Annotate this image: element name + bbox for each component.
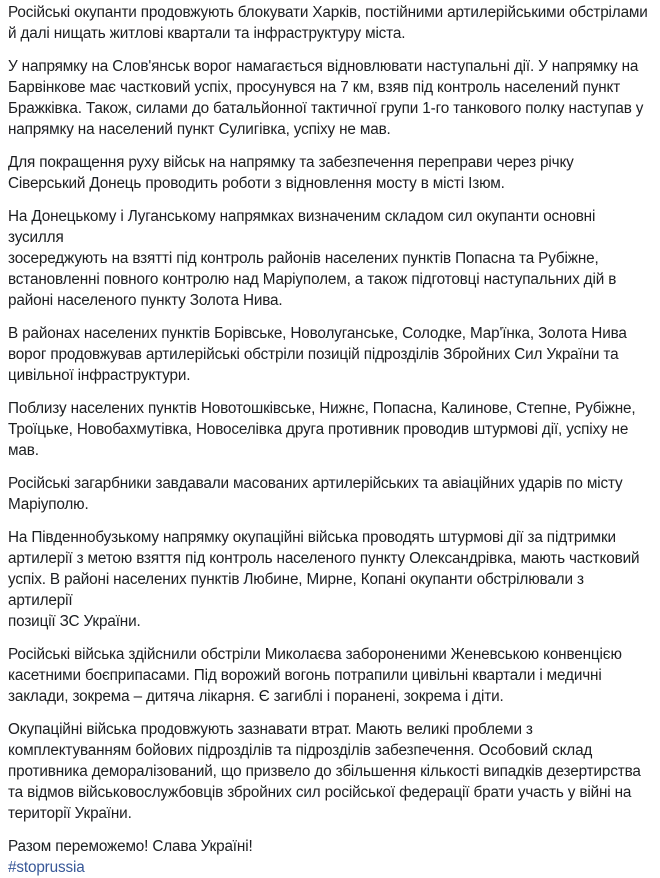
post-paragraph-izium-bridge: Для покращення руху військ на напрямку та забезпечення переправи через річку Сіверський Донець проводить роботи з відновлення мосту в місті Ізюм. (8, 154, 574, 192)
post-paragraph-sloviansk: У напрямку на Слов'янськ ворог намагається відновлювати наступальні дії. У напрямку на Барвінкове має частковий успіх, просунувся на 7 км, взяв під контроль населений пункт Бражківка. Також, силами до батальйонної тактичної групи 1-го танкового полку наступав у напрямку на населений пункт Сулигівка, успіху не мав. (8, 58, 644, 138)
post-paragraph-losses: Окупаційні війська продовжують зазнавати втрат. Мають великі проблеми з комплектуванням бойових підрозділів та підрозділів забезпечення. Особовий склад противника деморалізований, що призвело до збільшення кількості випадків дезертирства та відмов військовослужбовців збройних сил російської федерації брати участь у війні на території України. (8, 721, 641, 822)
post-paragraph-donetsk-luhansk: На Донецькому і Луганському напрямках визначеним складом сил окупанти основні зусилля зосереджують на взятті під контроль районів населених пунктів Попасна та Рубіжне, встановленні повного контролю над Маріуполем, а також підготовці наступальних дій в районі населеного пункту Золота Нива. (8, 208, 617, 309)
post-paragraph-mariupol-strikes: Російські загарбники завдавали масованих артилерійських та авіаційних ударів по місту Маріуполю. (8, 475, 623, 513)
post-paragraph-southern-buh: На Південнобузькому напрямку окупаційні війська проводять штурмові дії за підтримки артилерії з метою взяття під контроль населеного пункту Олександрівка, мають частковий успіх. В районі населених пунктів Любине, Мирне, Копані окупанти обстрілювали з артилерії позиції ЗС України. (8, 529, 640, 630)
post-paragraph-kharkiv: Російські окупанти продовжують блокувати Харків, постійними артилерійськими обстрілами й далі нищать житлові квартали та інфраструктуру міста. (8, 4, 648, 42)
post-paragraph-assault-actions: Поблизу населених пунктів Новотошківське, Нижнє, Попасна, Калинове, Степне, Рубіжне, Троїцьке, Новобахмутівка, Новоселівка друга противник проводив штурмові дії, успіху не мав. (8, 400, 636, 459)
post-paragraph-shelling-positions: В районах населених пунктів Борівське, Новолуганське, Солодке, Мар'їнка, Золота Нива ворог продовжував артилерійські обстріли позицій підрозділів Збройних Сил України та цивільної інфраструктури. (8, 325, 627, 384)
post-closing (8, 836, 652, 878)
post-paragraph-mykolaiv: Російські війська здійснили обстріли Миколаєва забороненими Женевською конвенцією касетними боєприпасами. Під ворожий вогонь потрапили цивільні квартали і медичні заклади, зокрема – дитяча лікарня. Є загиблі і поранені, зокрема і діти. (8, 646, 622, 705)
hashtag-link[interactable]: #stoprussia (8, 859, 85, 876)
post-closing-text: Разом переможемо! Слава Україні! (8, 838, 253, 855)
